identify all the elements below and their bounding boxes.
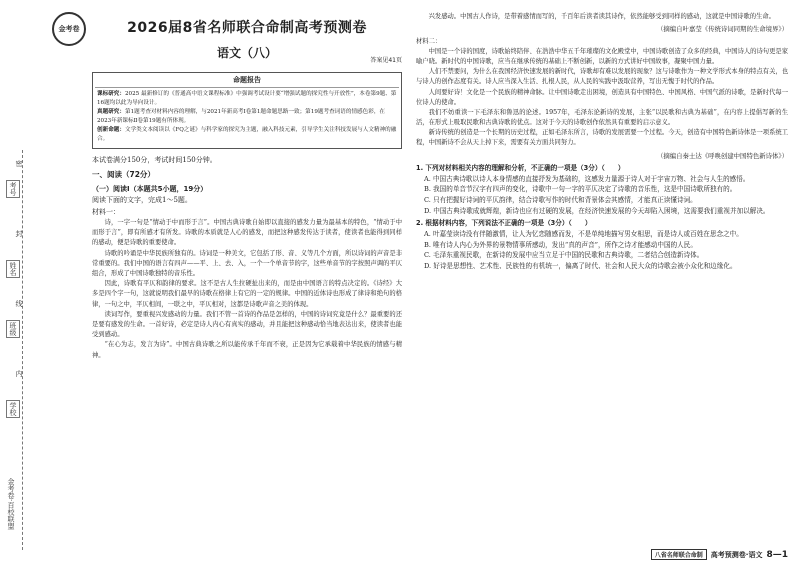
paragraph: 人们不禁要问，为什么在我国经济快速发展的新时代，诗歌却有难以发展的现象？这与诗歌作为一种文学形式本身的特点有关，也与诗人的创作态度有关。诗人应当深入生活、扎根人民，从人民的实践中汲取营养，写出无愧于时代的作品。 xyxy=(416,68,788,86)
report-item-text: 2025 最新修订的《普通高中语文课程标准》中强调考试设计要“增强试题的探究性与开放性”，本卷第9题、第16题均以此为导向设计。 xyxy=(97,91,397,107)
answer-page-note: 答案见41页 xyxy=(370,57,402,64)
attribution: （摘编自叶嘉莹《传统诗词同期的生命境界》） xyxy=(656,25,788,34)
question-option: A. 中国古典诗歌以诗人本身情感的直接抒发为基础的，这感发力量源于诗人对于宇宙万物、社会与人生的感悟。 xyxy=(424,174,750,183)
question-option: D. 好诗是思想性、艺术性、民族性的有机统一，偏离了时代、社会和人民大众的诗歌会被小众化和边缘化。 xyxy=(424,262,737,271)
right-column xyxy=(416,12,788,558)
seal-mark: 封 xyxy=(15,230,23,237)
question xyxy=(416,163,788,216)
report-item-text: 第1题考查对材料内容的理解，与2021年新高考Ⅰ卷第1题命题思路一致；第19题考查词语的情感色彩，在2023年新课标Ⅱ卷第19题有所体现。 xyxy=(97,109,386,125)
question-option: C. 只有把握好诗词的平仄韵律，结合诗歌写作的时代和背景体会其感情，才能真正读懂诗词。 xyxy=(424,196,697,205)
page-number: 8—1 xyxy=(766,549,788,560)
report-item xyxy=(97,90,397,108)
paragraph: 兴发感动。中国古人作诗，是带着感情而写的，千百年后读者读其诗作，依然能够受到同样的感动，这就是中国诗歌的生命。 xyxy=(428,13,775,20)
page-footer xyxy=(651,549,788,560)
binding-name: 姓名 xyxy=(6,260,20,278)
exam-title: 2026届8省名师联合命制高考预测卷 xyxy=(127,20,367,36)
binding-brand: 金考卷·百校联盟 xyxy=(7,478,15,530)
report-item-label: 真题研究： xyxy=(97,109,125,116)
material-label: 材料二： xyxy=(416,37,442,45)
exam-info: 本试卷满分150分，考试时间150分钟。 xyxy=(92,156,217,165)
seal-mark: 内 xyxy=(15,370,23,377)
left-column xyxy=(92,12,402,558)
subsection-heading: （一）阅读Ⅰ（本题共5小题，19分） xyxy=(92,184,208,193)
report-item xyxy=(97,126,397,144)
paragraph: 因此，诗歌有平仄和韵律的要求。这不是古人生拉硬扯出来的，而是由中国语言的特点决定的。《诗经》大多是四个字一句，这就说明我们最早的诗歌在格律上有它的一定的规律。中国的近体诗也形成了律诗和绝句的格律，一句之中，平仄相间，一联之中，平仄相对，这都是诗歌声音之美的体现。 xyxy=(92,280,402,308)
binding-strip xyxy=(0,0,32,566)
seal-mark: 线 xyxy=(15,300,23,307)
footer-label: 高考预测卷·语文 xyxy=(710,550,763,559)
question-option: B. 我国的单音节汉字有四声的变化，诗歌中一句一字的平仄决定了诗歌的音乐性，这是中国诗歌所独有的。 xyxy=(424,185,737,194)
paragraph: “在心为志，发言为诗”。中国古典诗歌之所以能传承千年而不衰，正是因为它承载着中华民族的情感与精神。 xyxy=(92,341,402,359)
question-option: A. 叶嘉莹读诗没有伴随激情，让人为忆恋随感而发，不是单纯地描写男女相思，而是诗人或百姓在思念之中。 xyxy=(424,230,743,239)
report-item xyxy=(97,108,397,126)
paragraph: 我们不妨重读一下毛泽东和鲁迅的论述。1957年，毛泽东论新诗的发展，主张“以民歌和古典为基础”，在内容上提倡写新的生活，在形式上吸取民歌和古典诗歌的优点。这对于今天的诗歌创作依然具有重要的启示意义。 xyxy=(416,108,788,127)
attribution: （摘编自秦士达《呼唤创建中国特色新诗体》） xyxy=(656,151,788,160)
question-option: C. 毛泽东重视民歌，在新诗的发展中应当立足于中国的民歌和古典诗歌，二者结合创造新诗体。 xyxy=(424,251,704,260)
binding-school: 学校 xyxy=(6,400,20,418)
exam-subtitle: 语文（八） xyxy=(216,45,277,60)
paragraph: 人间要好诗！文化是一个民族的精神命脉。让中国诗歌走出困境，创造具有中国特色、中国风格、中国气派的诗歌，是新时代每一位诗人的使命。 xyxy=(416,88,788,106)
question-option: B. 唯有诗人内心为外界的景物情事所感动，发出“真的声音”，所作之诗才能感动中国的人民。 xyxy=(424,240,697,249)
paragraph: 读词写作，要重视兴发感动的力量。我们不管一首诗的作品是怎样的，中国的诗词究竟是什么？最重要的还是要有感发的生命。一首好诗，必定是诗人内心有真实的感动，并且能把这种感动恰当地表达出来，使读者也能受到感动。 xyxy=(92,310,402,339)
brand-logo xyxy=(52,12,86,46)
logo-text: 金考卷 xyxy=(58,24,80,33)
question xyxy=(416,218,788,271)
instruction: 阅读下面的文字，完成1～5题。 xyxy=(92,196,192,205)
report-item-label: 创新命题： xyxy=(97,127,125,134)
paragraph: 诗歌的吟诵是中华民族所独有的。诗词是一种美文，它包括了形、音、义等几个方面，所以诗词的声音是非常重要的。我们中国的语言有四声——平、上、去、入，一个一个单音节的字，这些单音节的字按照声调的平仄组合，形成了中国诗歌独特的音乐性。 xyxy=(92,249,402,278)
seal-mark: 密 xyxy=(15,160,23,167)
report-heading: 命题报告 xyxy=(95,75,399,88)
report-item-label: 课标研究： xyxy=(97,91,125,98)
question-stem: 2. 根据材料内容，下列说法不正确的一项是（3分）（ ） xyxy=(416,219,592,228)
footer-badge: 八省名师联合命制 xyxy=(651,549,707,560)
binding-exam-number: 考号 xyxy=(6,180,20,198)
paragraph: 新诗传统的创造是一个长期的历史过程，正如毛泽东所言，诗歌的发展需要一个过程。今天，创造有中国特色新诗体是一项系统工程，中国新诗不会从天上掉下来，需要有关方面共同努力。 xyxy=(416,129,788,147)
binding-class: 班级 xyxy=(6,320,20,338)
question-option: D. 中国古典诗歌成就辉煌，新诗也应有过硬的发展，在经济快速发展的今天却陷入困境，这需要我们重视并加以解决。 xyxy=(424,206,770,215)
report-item-text: 文学类文本阅读以《FQ之谜》与科学家的探究为主题，融入科技元素，引导学生关注科技发展与人文精神的融合。 xyxy=(97,127,397,143)
paragraph: 诗，一字一句是“情动于中而形于言”。中国古典诗歌自始即以直接的感发力量为最基本的特色，“情动于中而形于言”，即有所感才有所发。诗歌的本质就是人心的感发，而把这种感发传达于读者，使读者也能得到同样的感动，便是诗歌的重要使命。 xyxy=(92,219,402,247)
report-box xyxy=(92,72,402,149)
paragraph: 中国是一个诗的国度，诗歌始终陪伴、在浩浩中华五千年璀璨的文化殿堂中，中国诗歌创造了众多的经典，中国诗人的诗句更是家喻户晓。新时代的中国诗歌，应当在继承传统的基础上不断创新，以新的方式讲好中国故事，凝聚中国力量。 xyxy=(416,47,788,65)
section-heading: 一、阅读（72分） xyxy=(92,169,155,179)
material-label: 材料一： xyxy=(92,208,120,217)
question-stem: 1. 下列对材料相关内容的理解和分析，不正确的一项是（3分）（ ） xyxy=(416,164,625,172)
seal-line xyxy=(22,150,23,550)
